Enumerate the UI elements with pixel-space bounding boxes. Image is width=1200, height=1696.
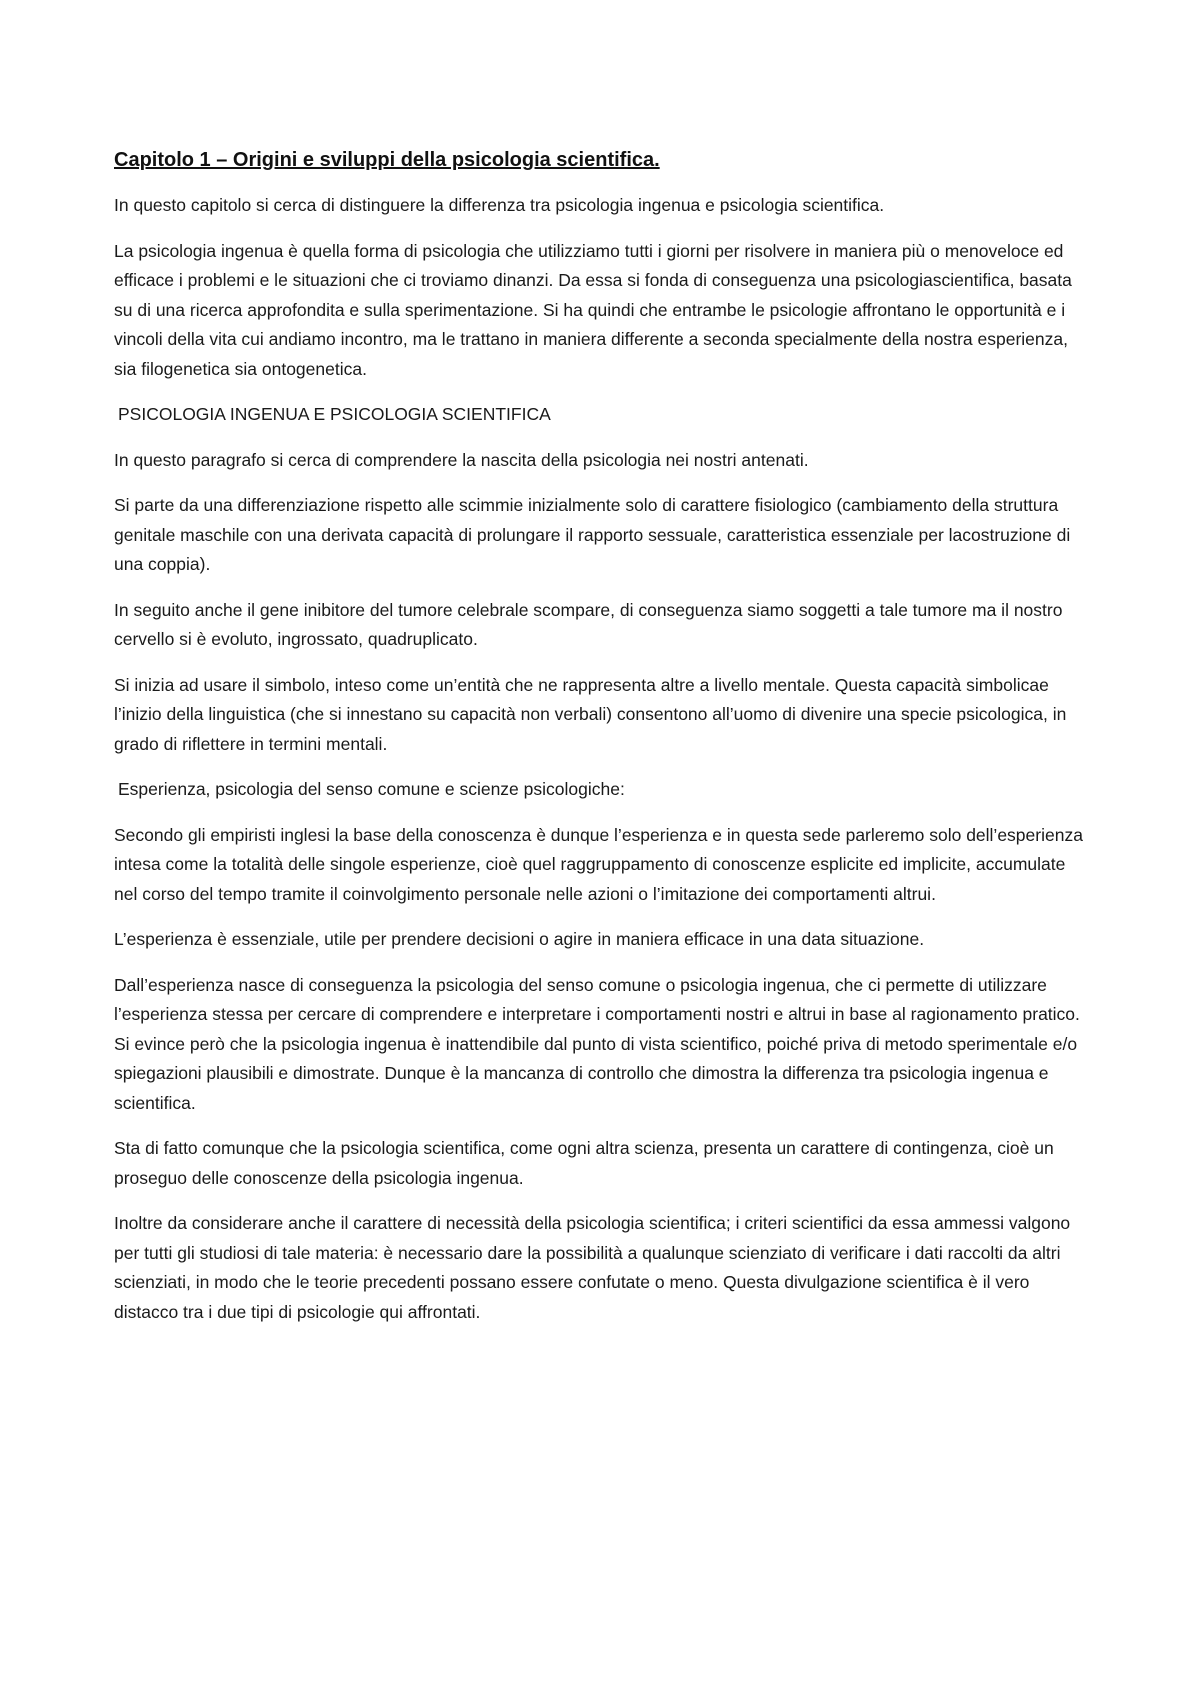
paragraph-contingency: Sta di fatto comunque che la psicologia scientifica, come ogni altra scienza, presenta un carattere di contingenza, cioè un proseguo delle conoscenze della psicologia ingenua. bbox=[114, 1138, 1054, 1188]
paragraph-experience-essential: L’esperienza è essenziale, utile per prendere decisioni o agire in maniera efficace in una data situazione. bbox=[114, 929, 925, 949]
section-heading-naive-vs-scientific: PSICOLOGIA INGENUA E PSICOLOGIA SCIENTIFICA bbox=[118, 404, 551, 424]
paragraph-differentiation: Si parte da una differenziazione rispetto alle scimmie inizialmente solo di carattere fisiologico (cambiamento della struttura genitale maschile con una derivata capacità di prolungare il rapporto sessuale, caratteristica essenziale per lacostruzione di una coppia). bbox=[114, 495, 1071, 574]
chapter-title: Capitolo 1 – Origini e sviluppi della psicologia scientifica. bbox=[114, 149, 660, 171]
paragraph-necessity: Inoltre da considerare anche il carattere di necessità della psicologia scientifica; i criteri scientifici da essa ammessi valgono per tutti gli studiosi di tale materia: è necessario dare la possibilità a qualunque scienziato di verificare i dati raccolti da altri scienziati, in modo che le teorie precedenti possano essere confutate o meno. Questa divulgazione scientifica è il vero distacco tra i due tipi di psicologie qui affrontati. bbox=[114, 1213, 1071, 1322]
section-heading-experience: Esperienza, psicologia del senso comune e scienze psicologiche: bbox=[118, 779, 625, 799]
paragraph-intro: In questo capitolo si cerca di distinguere la differenza tra psicologia ingenua e psicologia scientifica. bbox=[114, 195, 885, 215]
paragraph-tumor-gene: In seguito anche il gene inibitore del tumore celebrale scompare, di conseguenza siamo soggetti a tale tumore ma il nostro cervello si è evoluto, ingrossato, quadruplicato. bbox=[114, 599, 1063, 649]
paragraph-empiricists: Secondo gli empiristi inglesi la base della conoscenza è dunque l’esperienza e in questa sede parleremo solo dell’esperienza intesa come la totalità delle singole esperienze, cioè quel raggruppamento di conoscenze esplicite ed implicite, accumulate nel corso del tempo tramite il coinvolgimento personale nelle azioni o l’imitazione dei comportamenti altrui. bbox=[114, 824, 1083, 904]
document-body bbox=[114, 146, 1089, 1343]
paragraph-naive-psychology: La psicologia ingenua è quella forma di psicologia che utilizziamo tutti i giorni per risolvere in maniera più o menoveloce ed efficace i problemi e le situazioni che ci troviamo dinanzi. Da essa si fonda di conseguenza una psicologiascientifica, basata su di una ricerca approfondita e sulla sperimentazione. Si ha quindi che entrambe le psicologie affrontano le opportunità e i vincoli della vita cui andiamo incontro, ma le trattano in maniera differente a seconda specialmente della nostra esperienza, sia filogenetica sia ontogenetica. bbox=[114, 240, 1072, 379]
paragraph-symbol: Si inizia ad usare il simbolo, inteso come un’entità che ne rappresenta altre a livello mentale. Questa capacità simbolicae l’inizio della linguistica (che si innestano su capacità non verbali) consentono all’uomo di divenire una specie psicologica, in grado di riflettere in termini mentali. bbox=[114, 674, 1067, 754]
paragraph-ancestors: In questo paragrafo si cerca di comprendere la nascita della psicologia nei nostri antenati. bbox=[114, 449, 809, 470]
paragraph-common-sense: Dall’esperienza nasce di conseguenza la psicologia del senso comune o psicologia ingenua, che ci permette di utilizzare l’esperienza stessa per cercare di comprendere e interpretare i comportamenti nostri e altrui in base al ragionamento pratico. Si evince però che la psicologia ingenua è inattendibile dal punto di vista scientifico, poiché priva di metodo sperimentale e/o spiegazioni plausibili e dimostrate. Dunque è la mancanza di controllo che dimostra la differenza tra psicologia ingenua e scientifica. bbox=[114, 974, 1080, 1113]
